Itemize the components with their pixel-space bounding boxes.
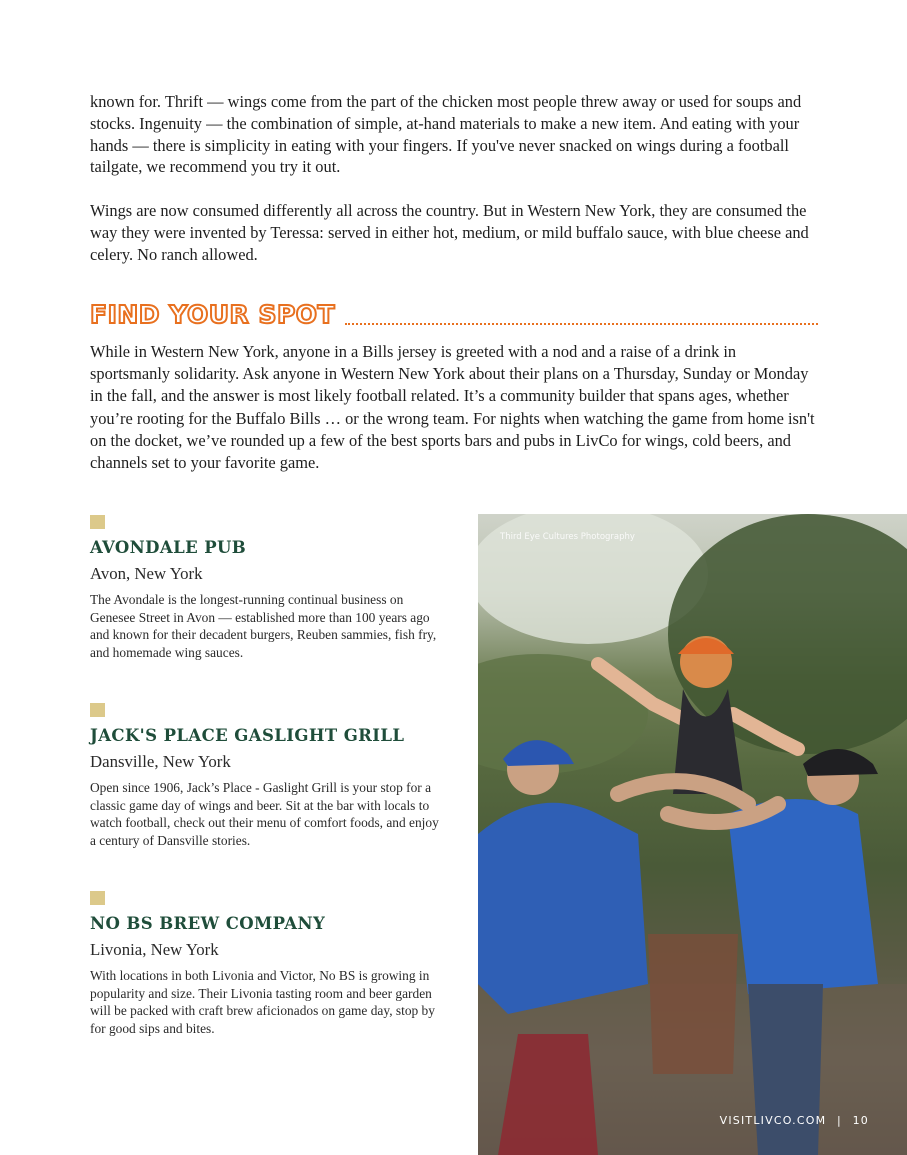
spot-jacks-place (90, 703, 440, 849)
footer-site: VISITLIVCO.COM (719, 1114, 827, 1127)
square-marker-icon (90, 515, 105, 529)
spot-name: AVONDALE PUB (90, 538, 247, 557)
square-marker-icon (90, 891, 105, 905)
square-marker-icon (90, 703, 105, 717)
spot-no-bs-brew (90, 891, 440, 1037)
spot-location: Avon, New York (90, 564, 203, 583)
photo-illustration (478, 514, 907, 1155)
footer-separator: | (836, 1114, 842, 1127)
spot-location: Livonia, New York (90, 940, 219, 959)
section-title: FIND YOUR SPOT (90, 300, 336, 329)
spot-description: The Avondale is the longest-running continual business on Genesee Street in Avon — established more than 100 years ago and known for their decadent burgers, Reuben sammies, fish fry, and homemade wing sauces. (90, 592, 437, 660)
spot-avondale-pub (90, 515, 440, 661)
intro-paragraph-2: Wings are now consumed differently all across the country. But in Western New York, they are consumed the way they were invented by Teressa: served in either hot, medium, or mild buffalo sauce, with blue cheese and celery. No ranch allowed. (90, 200, 809, 264)
page-number: 10 (852, 1114, 869, 1127)
intro-paragraph-1: known for. Thrift — wings come from the part of the chicken most people threw away or used for soups and stocks. Ingenuity — the combination of simple, at-hand materials to make a new item. And eating with your hands — there is simplicity in eating with your fingers. If you've never snacked on wings during a football tailgate, we recommend you try it out. (90, 92, 802, 177)
spot-location: Dansville, New York (90, 752, 231, 771)
page-footer (720, 1114, 869, 1127)
spot-description: With locations in both Livonia and Victor, No BS is growing in popularity and size. Their Livonia tasting room and beer garden will be packed with craft brew aficionados on game day, stop by for good sips and bites. (90, 968, 435, 1036)
dotted-divider (345, 323, 818, 325)
photo-credit: Third Eye Cultures Photography (500, 532, 635, 542)
spot-name: NO BS BREW COMPANY (90, 914, 326, 933)
spot-description: Open since 1906, Jack’s Place - Gaslight Grill is your stop for a classic game day of wings and beer. Sit at the bar with locals to watch football, check out their menu of comfort foods, and enjoy a century of Dansville stories. (90, 780, 439, 848)
section-header (90, 296, 818, 330)
intro-text (90, 91, 820, 287)
spot-name: JACK'S PLACE GASLIGHT GRILL (90, 726, 405, 745)
tailgate-photo (478, 514, 907, 1155)
section-body: While in Western New York, anyone in a Bills jersey is greeted with a nod and a raise of a drink in sportsmanly solidarity. Ask anyone in Western New York about their plans on a Thursday, Sunday or Monday in the fall, and the answer is most likely football related. It’s a community builder that spans ages, whether you’re rooting for the Buffalo Bills … or the wrong team. For nights when watching the game from home isn't on the docket, we’ve rounded up a few of the best sports bars and pubs in LivCo for wings, cold beers, and channels set to your favorite game. (90, 342, 815, 473)
